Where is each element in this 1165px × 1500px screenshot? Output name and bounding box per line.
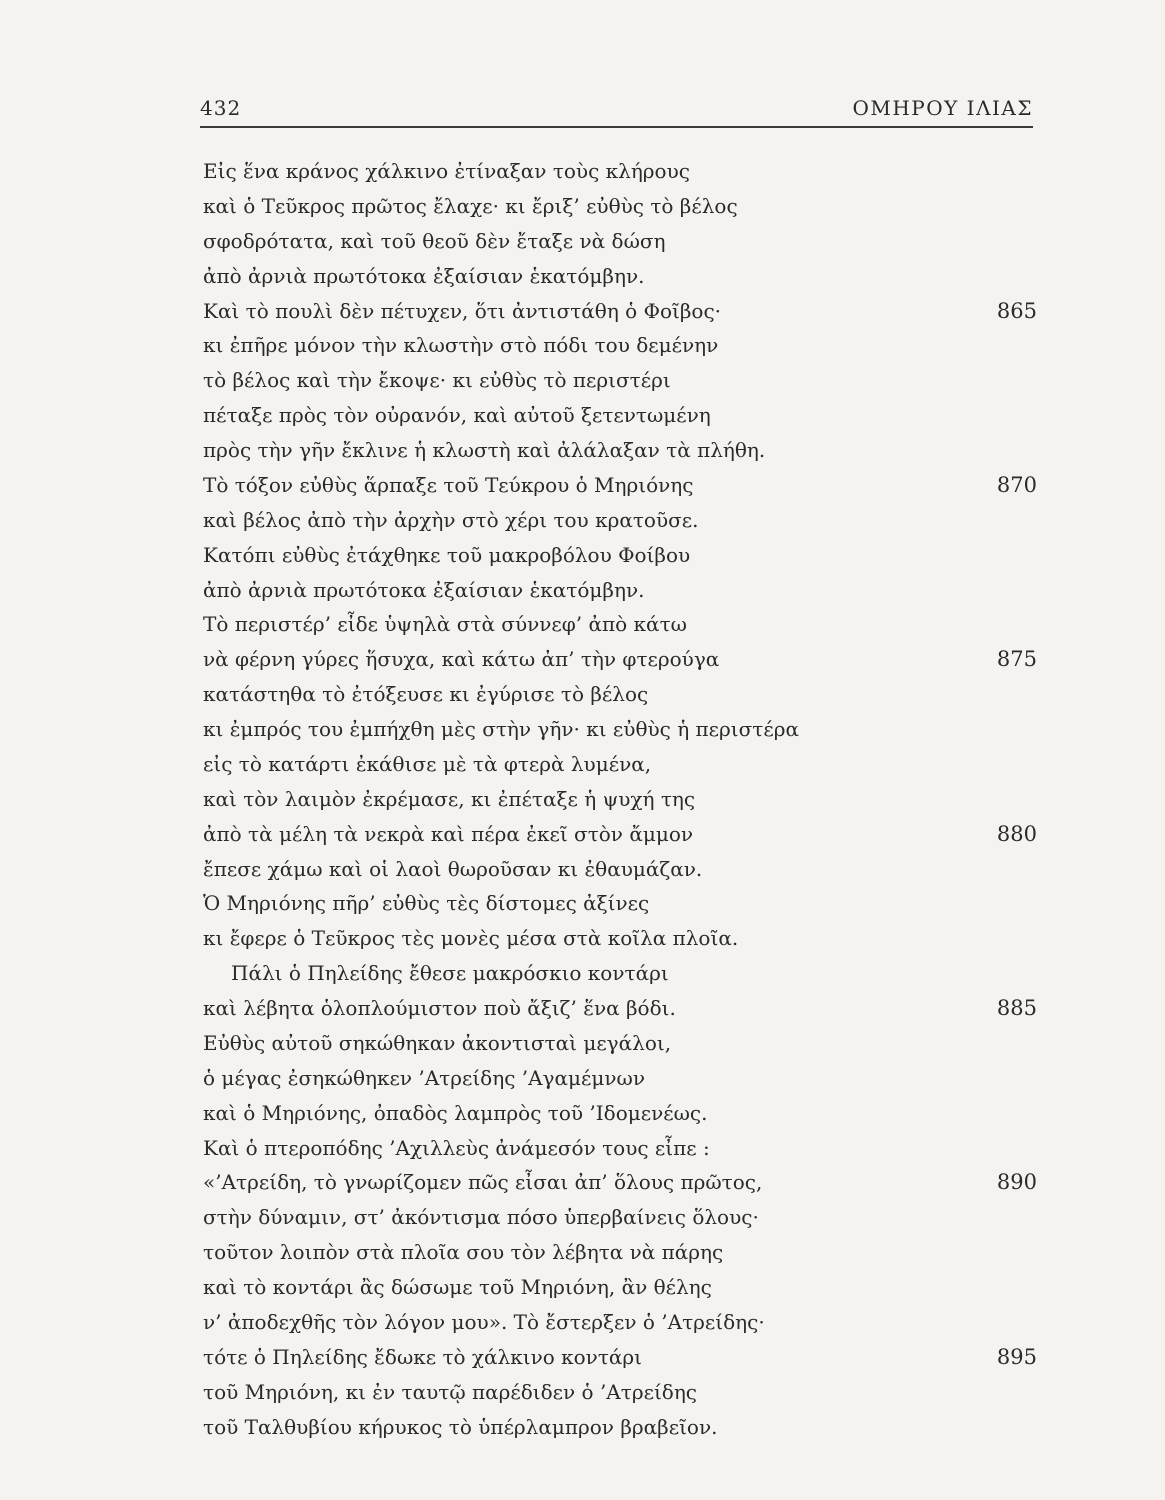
verse-text: εἰς τὸ κατάρτι ἐκάθισε μὲ τὰ φτερὰ λυμένα, [203, 751, 652, 776]
verse-line [203, 1270, 1035, 1305]
verse-line [203, 1165, 1035, 1200]
verse-line [203, 259, 1035, 294]
verse-text: ἀπὸ τὰ μέλη τὰ νεκρὰ καὶ πέρα ἐκεῖ στὸν ἄμμον [203, 821, 694, 846]
verse-line [203, 328, 1035, 363]
verse-text: ἔπεσε χάμω καὶ οἱ λαοὶ θωροῦσαν κι ἐθαυμάζαν. [203, 856, 703, 881]
verse-line [203, 1096, 1035, 1131]
verse-text: ν’ ἀποδεχθῆς τὸν λόγον μου». Τὸ ἔστερξεν ὁ ’Ατρείδης· [203, 1309, 765, 1334]
verse-line [203, 1410, 1035, 1445]
verse-text: καὶ βέλος ἀπὸ τὴν ἀρχὴν στὸ χέρι του κρατοῦσε. [203, 507, 699, 532]
line-number: 880 [996, 821, 1037, 846]
verse-text: Τὸ περιστέρ’ εἶδε ὑψηλὰ στὰ σύννεφ’ ἀπὸ κάτω [203, 612, 687, 637]
verse-line [203, 1305, 1035, 1340]
verse-text: τοῦτον λοιπὸν στὰ πλοῖα σου τὸν λέβητα νὰ πάρης [203, 1240, 724, 1265]
verse-line [203, 956, 1035, 991]
verse-line [203, 1340, 1035, 1375]
verse-line [203, 712, 1035, 747]
verse-line [203, 189, 1035, 224]
verse-line [203, 224, 1035, 259]
verse-text: κι ἐμπρός του ἐμπήχθη μὲς στὴν γῆν· κι εὐθὺς ἡ περιστέρα [203, 717, 799, 741]
verse-text: ὁ μέγας ἐσηκώθηκεν ’Ατρείδης ’Αγαμέμνων [203, 1065, 646, 1090]
verse-line [203, 294, 1035, 329]
line-number: 890 [996, 1170, 1037, 1195]
verse-text: πέταξε πρὸς τὸν οὐρανόν, καὶ αὐτοῦ ξετεντωμένη [203, 403, 711, 428]
verse-line [203, 573, 1035, 608]
verse-text: τοῦ Μηριόνη, κι ἐν ταυτῷ παρέδιδεν ὁ ’Ατρείδης [203, 1379, 698, 1404]
line-number: 870 [996, 472, 1037, 497]
verse-line [203, 747, 1035, 782]
verse-line [203, 503, 1035, 538]
verse-line [203, 1200, 1035, 1235]
verse-text: ἀπὸ ἀρνιὰ πρωτότοκα ἐξαίσιαν ἑκατόμβην. [203, 577, 645, 602]
verse-text: καὶ τὸν λαιμὸν ἐκρέμασε, κι ἐπέταξε ἡ ψυχή της [203, 786, 696, 811]
running-title: ΟΜΗΡΟΥ ΙΛΙΑΣ [852, 96, 1033, 120]
verse-text: «’Ατρείδη, τὸ γνωρίζομεν πῶς εἶσαι ἀπ’ ὅλους πρῶτος, [203, 1170, 763, 1195]
line-number: 875 [996, 647, 1037, 672]
verse-text: νὰ φέρνη γύρες ἥσυχα, καὶ κάτω ἀπ’ τὴν φτερούγα [203, 647, 720, 672]
verse-text: τὸ βέλος καὶ τὴν ἔκοψε· κι εὐθὺς τὸ περιστέρι [203, 368, 671, 393]
verse-line [203, 991, 1035, 1026]
verse-line [203, 782, 1035, 817]
verse-line [203, 1061, 1035, 1096]
verse-text: Πάλι ὁ Πηλείδης ἔθεσε μακρόσκιο κοντάρι [231, 961, 669, 986]
verse-line [203, 852, 1035, 887]
verse-text: Κατόπι εὐθὺς ἐτάχθηκε τοῦ μακροβόλου Φοίβου [203, 542, 691, 567]
verse-line [203, 642, 1035, 677]
verse-line [203, 607, 1035, 642]
verse-text: κατάστηθα τὸ ἐτόξευσε κι ἐγύρισε τὸ βέλος [203, 682, 649, 707]
verse-text: ἀπὸ ἀρνιὰ πρωτότοκα ἐξαίσιαν ἑκατόμβην. [203, 263, 645, 288]
verse-text: τοῦ Ταλθυβίου κήρυκος τὸ ὑπέρλαμπρον βραβεῖον. [203, 1414, 718, 1439]
verse-text: Εἰς ἕνα κράνος χάλκινο ἐτίναξαν τοὺς κλήρους [203, 159, 690, 183]
verse-line [203, 433, 1035, 468]
verse-text: πρὸς τὴν γῆν ἔκλινε ἡ κλωστὴ καὶ ἀλάλαξαν τὰ πλήθη. [203, 438, 766, 462]
verse-line [203, 886, 1035, 921]
verse-text: κι ἔφερε ὁ Τεῦκρος τὲς μονὲς μέσα στὰ κοῖλα πλοῖα. [203, 926, 739, 951]
verse-line [203, 921, 1035, 956]
verse-text: τότε ὁ Πηλείδης ἔδωκε τὸ χάλκινο κοντάρι [203, 1344, 643, 1369]
verse-line [203, 677, 1035, 712]
verse-line [203, 363, 1035, 398]
verse-text: Καὶ ὁ πτεροπόδης ’Αχιλλεὺς ἀνάμεσόν τους εἶπε : [203, 1135, 710, 1160]
verse-text: σφοδρότατα, καὶ τοῦ θεοῦ δὲν ἔταξε νὰ δώση [203, 228, 666, 253]
verse-text: στὴν δύναμιν, στ’ ἀκόντισμα πόσο ὑπερβαίνεις ὅλους· [203, 1205, 759, 1230]
verse-line [203, 1375, 1035, 1410]
line-number: 865 [996, 298, 1037, 323]
verse-line [203, 468, 1035, 503]
verse-text: καὶ λέβητα ὁλοπλούμιστον ποὺ ἄξιζ’ ἕνα βόδι. [203, 996, 676, 1020]
verse-text: Εὐθὺς αὐτοῦ σηκώθηκαν ἀκοντισταὶ μεγάλοι, [203, 1030, 672, 1055]
verse-line [203, 817, 1035, 852]
verse-line [203, 538, 1035, 573]
verse-text: Τὸ τόξον εὐθὺς ἅρπαξε τοῦ Τεύκρου ὁ Μηριόνης [203, 472, 694, 497]
verse-list [203, 154, 1035, 1444]
verse-text: καὶ ὁ Μηριόνης, ὀπαδὸς λαμπρὸς τοῦ ’Ιδομενέως. [203, 1100, 708, 1125]
page-header [200, 88, 1033, 128]
verse-line [203, 1026, 1035, 1061]
verse-line [203, 1235, 1035, 1270]
verse-line [203, 154, 1035, 189]
line-number: 885 [996, 996, 1037, 1020]
line-number: 895 [996, 1344, 1037, 1369]
verse-line [203, 1131, 1035, 1166]
verse-text: καὶ τὸ κοντάρι ἂς δώσωμε τοῦ Μηριόνη, ἂν θέλης [203, 1275, 712, 1299]
page-number: 432 [200, 96, 242, 120]
verse-text: καὶ ὁ Τεῦκρος πρῶτος ἔλαχε· κι ἔριξ’ εὐθὺς τὸ βέλος [203, 193, 738, 218]
verse-text: κι ἐπῆρε μόνον τὴν κλωστὴν στὸ πόδι του δεμένην [203, 333, 719, 358]
verse-text: Ὁ Μηριόνης πῆρ’ εὐθὺς τὲς δίστομες ἀξίνες [203, 891, 650, 916]
verse-text: Καὶ τὸ πουλὶ δὲν πέτυχεν, ὅτι ἀντιστάθη ὁ Φοῖβος· [203, 298, 722, 323]
verse-line [203, 398, 1035, 433]
